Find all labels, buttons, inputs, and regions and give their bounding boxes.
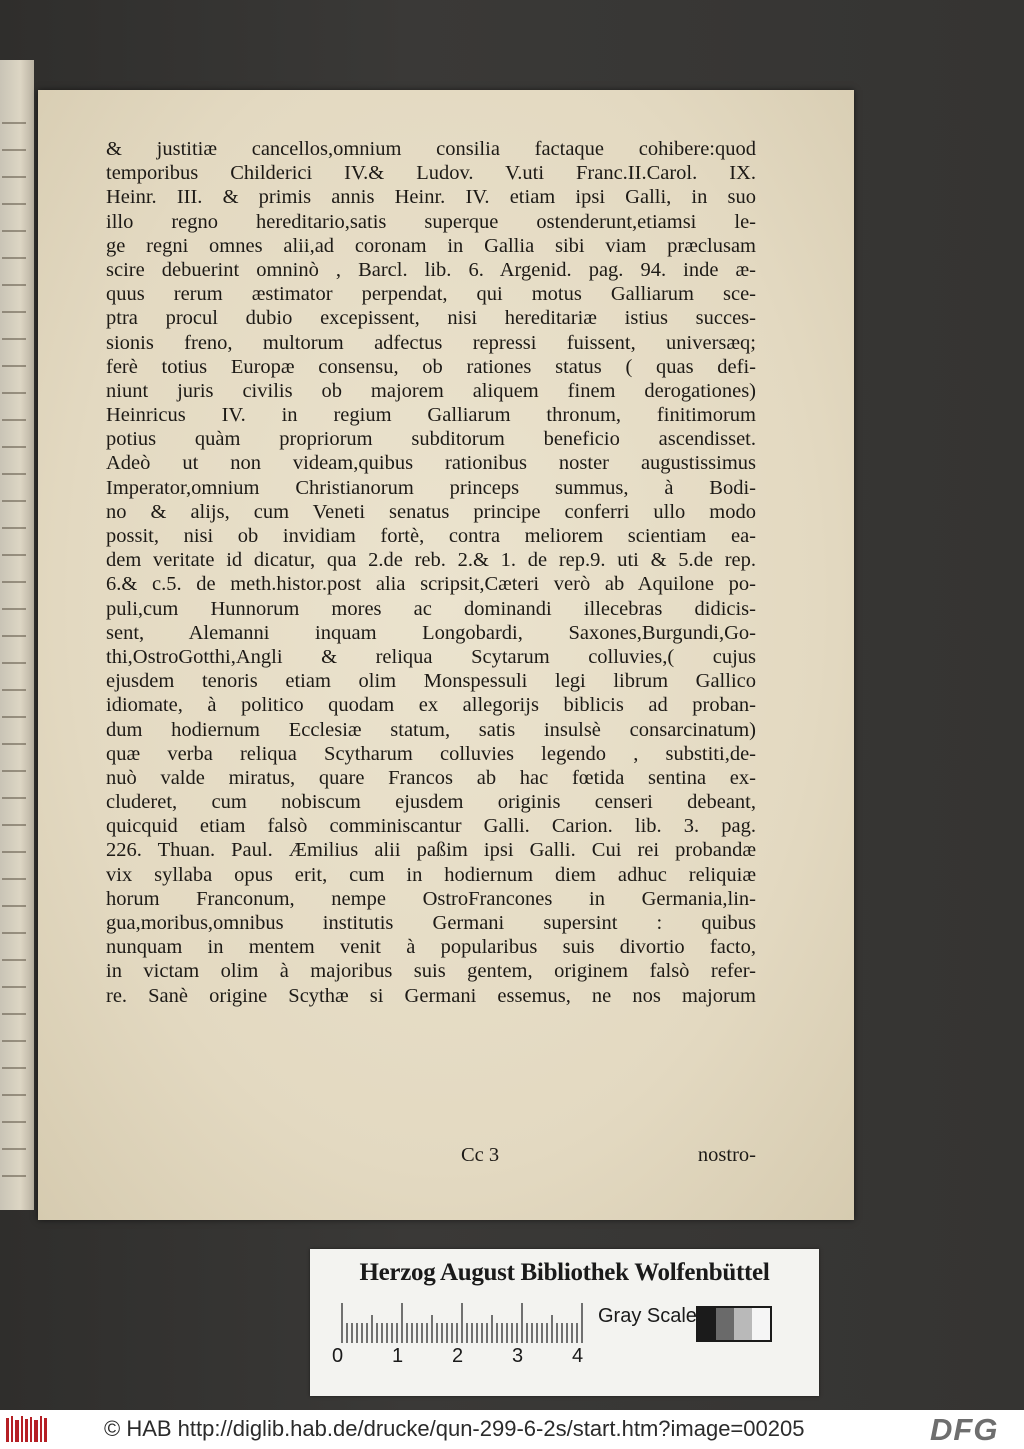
text-line: ejusdem tenoris etiam olim Monspessuli legi librum Gallico <box>106 670 756 693</box>
previous-page-edge <box>0 60 34 1210</box>
barcode-icon <box>6 1414 48 1444</box>
gray-swatch <box>734 1308 752 1340</box>
ruler-label: 1 <box>392 1345 404 1367</box>
text-line: dem veritate id dicatur, qua 2.de reb. 2.& 1. de rep.9. uti & 5.de rep. <box>106 549 756 572</box>
library-name: Herzog August Bibliothek Wolfenbüttel <box>359 1259 770 1286</box>
text-line: & justitiæ cancellos,omnium consilia factaque cohibere:quod <box>106 138 756 160</box>
gray-swatch <box>716 1308 734 1340</box>
text-line: quicquid etiam falsò comminiscantur Galli. Carion. lib. 3. pag. <box>106 815 756 838</box>
text-line: gua,moribus,omnibus institutis Germani supersint : quibus <box>106 912 756 934</box>
gray-swatch <box>752 1308 770 1340</box>
text-line: 6.& c.5. de meth.histor.post alia scripsit,Cæteri verò ab Aquilone po- <box>106 573 756 596</box>
text-line: potius quàm propriorum subditorum beneficio ascendisset. <box>106 428 756 451</box>
text-line: nuò valde miratus, quare Francos ab hac fœtida sentina ex- <box>106 766 756 789</box>
text-line: temporibus Childerici IV.& Ludov. V.uti Franc.II.Carol. IX. <box>106 162 756 185</box>
text-line: possit, nisi ob invidiam fortè, contra meliorem scientiam ea- <box>106 525 756 547</box>
text-line: ge regni omnes alii,ad coronam in Gallia sibi viam præclusam <box>106 234 756 257</box>
ruler-scale <box>340 1301 590 1343</box>
gray-scale-label: Gray Scale <box>598 1305 697 1327</box>
book-page <box>38 90 854 1220</box>
gray-scale-swatches <box>696 1306 772 1342</box>
copyright-link[interactable]: © HAB http://diglib.hab.de/drucke/qun-299-6-2s/start.htm?image=00205 <box>104 1416 805 1441</box>
text-line: re. Sanè origine Scythæ si Germani essemus, ne nos majorum <box>106 984 756 1007</box>
text-line: vix syllaba opus erit, cum in hodiernum diem adhuc reliquiæ <box>106 863 756 886</box>
text-line: sent, Alemanni inquam Longobardi, Saxones,Burgundi,Go- <box>106 621 756 644</box>
text-line: nunquam in mentem venit à popularibus suis divortio facto, <box>106 936 756 959</box>
dfg-logo: DFG <box>930 1412 999 1447</box>
text-line: Heinr. III. & primis annis Heinr. IV. etiam ipsi Galli, in suo <box>106 186 756 209</box>
gray-swatch <box>698 1308 716 1340</box>
ruler-label: 2 <box>452 1345 464 1367</box>
footer-bar <box>0 1410 1024 1449</box>
text-line: Heinricus IV. in regium Galliarum thronum, finitimorum <box>106 404 756 427</box>
text-line: ptra procul dubio excepissent, nisi hereditariæ istius succes- <box>106 307 756 330</box>
catchword: nostro- <box>697 1144 756 1166</box>
text-line: puli,cum Hunnorum mores ac dominandi illecebras didicis- <box>106 597 756 620</box>
text-line: quus rerum æstimator perpendat, qui motus Galliarum sce- <box>106 283 756 306</box>
text-line: niunt juris civilis ob majorem aliquem finem derogationes) <box>106 379 756 402</box>
ruler-label: 4 <box>572 1345 584 1367</box>
page-footer <box>106 1144 756 1170</box>
ruler-label: 3 <box>512 1345 524 1367</box>
text-line: cluderet, cum nobiscum ejusdem originis censeri debeant, <box>106 791 756 814</box>
library-color-card <box>310 1249 819 1396</box>
text-line: illo regno hereditario,satis superque ostenderunt,etiamsi le- <box>106 210 756 233</box>
previous-page-text-edge <box>2 100 26 1180</box>
ruler-label: 0 <box>332 1345 344 1367</box>
text-line: in victam olim à majoribus suis gentem, originem falsò refer- <box>106 960 756 983</box>
ruler-labels <box>332 1345 612 1369</box>
text-line: thi,OstroGotthi,Angli & reliqua Scytarum colluvies,( cujus <box>106 645 756 668</box>
text-line: horum Franconum, nempe OstroFrancones in Germania,lin- <box>106 887 756 910</box>
text-line: idiomate, à politico quodam ex allegorijs biblicis ad proban- <box>106 694 756 717</box>
text-line: no & alijs, cum Veneti senatus principe conferri ullo modo <box>106 500 756 523</box>
text-line: ferè totius Europæ consensu, ob rationes status ( quas defi- <box>106 355 756 378</box>
signature-mark: Cc 3 <box>461 1144 500 1166</box>
text-line: dum hodiernum Ecclesiæ statum, satis insulsè consarcinatum) <box>106 718 756 741</box>
text-line: Imperator,omnium Christianorum princeps summus, à Bodi- <box>106 476 756 499</box>
text-line: Adeò ut non videam,quibus rationibus noster augustissimus <box>106 452 756 475</box>
text-line: 226. Thuan. Paul. Æmilius alii paßim ipsi Galli. Cui rei probandæ <box>106 839 756 862</box>
text-line: sionis freno, multorum adfectus repressi fuissent, universæq; <box>106 331 756 354</box>
page-text <box>106 137 756 1008</box>
text-line: scire debuerint omninò , Barcl. lib. 6. Argenid. pag. 94. inde æ- <box>106 258 756 281</box>
text-line: quæ verba reliqua Scytharum colluvies legendo , substiti,de- <box>106 742 756 765</box>
